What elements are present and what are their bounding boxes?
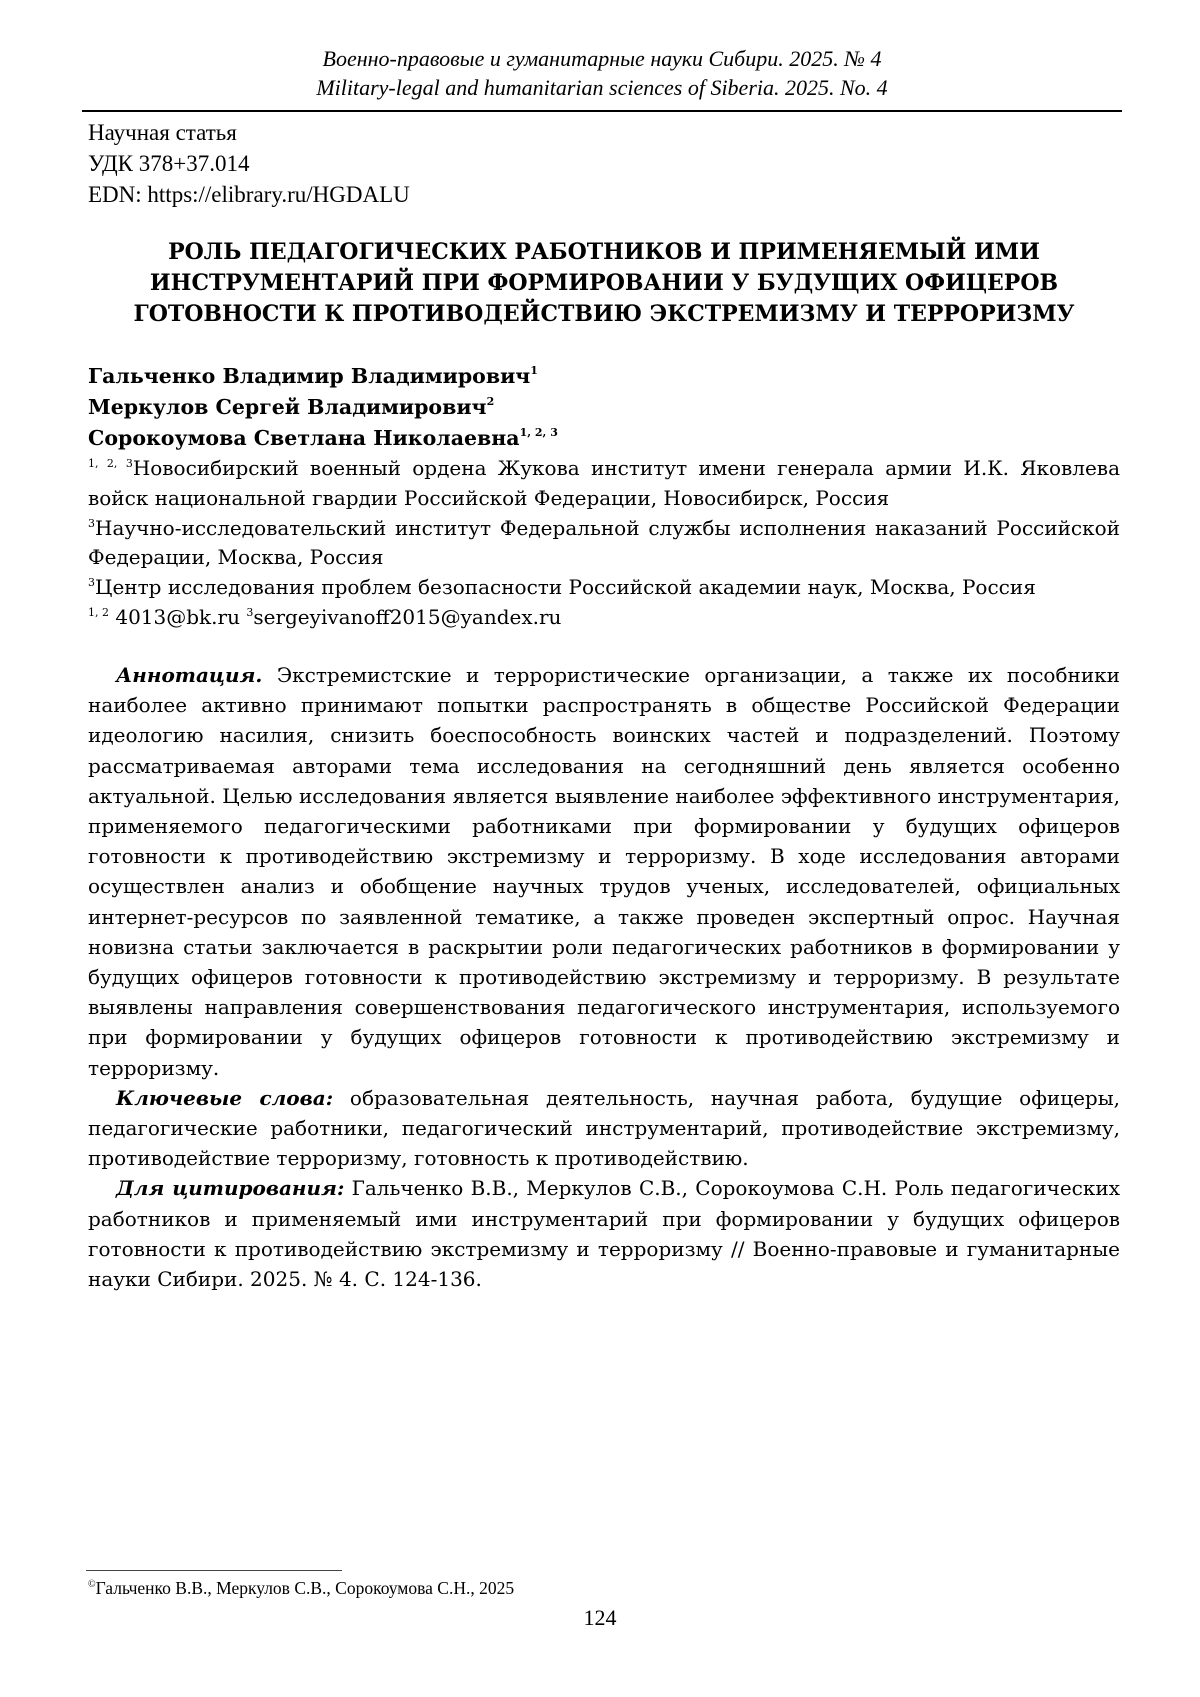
keywords-label: Ключевые слова: (116, 1085, 334, 1110)
header-rule (82, 110, 1122, 112)
affil-mark: 1, 2, 3 (88, 457, 133, 470)
author-emails (88, 603, 1120, 633)
edn-link[interactable]: EDN: https://elibrary.ru/HGDALU (88, 182, 410, 207)
page-number: 124 (583, 1605, 617, 1630)
author-name: Гальченко Владимир Владимирович (88, 364, 531, 388)
author-name: Сорокоумова Светлана Николаевна (88, 426, 520, 450)
email-link[interactable]: sergeyivanoff2015@yandex.ru (253, 604, 562, 629)
email-link[interactable]: 4013@bk.ru (109, 604, 247, 629)
email-mark: 3 (246, 605, 254, 619)
copyright-mark: © (88, 1579, 96, 1590)
author-list (88, 361, 558, 454)
author-line (88, 361, 558, 392)
affiliation (88, 454, 1120, 514)
keywords-text: образовательная деятельность, научная работа, будущие офицеры, педагогические работники, педагогический инструментарий, противодействие экстремизму, противодействие терроризму, готовность к противодействию. (88, 1085, 1120, 1171)
affil-text: Новосибирский военный ордена Жукова институт имени генерала армии И.К. Яковлева войск национальной гвардии Российской Федерации, Новосибирск, Россия (88, 456, 1120, 510)
author-affil-mark: 1, 2, 3 (519, 426, 558, 439)
udc-code: УДК 378+37.014 (88, 151, 250, 176)
copyright-text: Гальченко В.В., Меркулов С.В., Сорокоумова С.Н., 2025 (95, 1578, 515, 1598)
title-line: ГОТОВНОСТИ К ПРОТИВОДЕЙСТВИЮ ЭКСТРЕМИЗМУ И ТЕРРОРИЗМУ (133, 301, 1075, 327)
affil-mark: 3 (88, 576, 95, 590)
keywords-paragraph (88, 1083, 1120, 1174)
affiliation (88, 573, 1120, 603)
email-mark: 1, 2 (88, 605, 109, 619)
affil-text: Научно-исследовательский институт Федеральной службы исполнения наказаний Российской Федерации, Москва, Россия (88, 515, 1120, 570)
abstract-paragraph (88, 660, 1120, 1083)
author-line (88, 423, 558, 454)
abstract-text: Экстремистские и террористические организации, а также их пособники наиболее активно принимают попытки распространять в обществе Российской Федерации идеологию насилия, снизить боеспособность воинских частей и подразделений. Поэтому рассматриваемая авторами тема исследования на сегодняшний день является особенно актуальной. Целью исследования является выявление наиболее эффективного инструментария, применяемого педагогическими работниками при формировании у будущих офицеров готовности к противодействию экстремизму и терроризму. В ходе исследования авторами осуществлен анализ и обобщение научных трудов ученых, исследователей, официальных интернет-ресурсов по заявленной тематике, а также проведен экспертный опрос. Научная новизна статьи заключается в раскрытии роли педагогических работников в формировании у будущих офицеров готовности к противодействию экстремизму и терроризму. В результате выявлены направления совершенствования педагогического инструментария, используемого при формировании у будущих офицеров готовности к противодействию экстремизму и терроризму. (88, 663, 1120, 1080)
title-line: РОЛЬ ПЕДАГОГИЧЕСКИХ РАБОТНИКОВ И ПРИМЕНЯЕМЫЙ ИМИ (168, 239, 1040, 265)
journal-title-ru: Военно-правовые и гуманитарные науки Сибири. 2025. № 4 (322, 46, 882, 71)
citation-text: Гальченко В.В., Меркулов С.В., Сорокоумова С.Н. Роль педагогических работников и применяемый ими инструментарий при формировании у будущих офицеров готовности к противодействию экстремизму и терроризму // Военно-правовые и гуманитарные науки Сибири. 2025. № 4. С. 124-136. (88, 1176, 1120, 1292)
affiliations (88, 454, 1120, 633)
article-type: Научная статья (88, 120, 237, 145)
article-meta (88, 117, 410, 210)
author-line (88, 392, 558, 423)
footnote-rule (86, 1570, 342, 1571)
affil-text: Центр исследования проблем безопасности Российской академии наук, Москва, Россия (95, 575, 1036, 600)
citation-label: Для цитирования: (116, 1176, 345, 1201)
running-head (84, 44, 1120, 102)
affil-mark: 3 (88, 516, 95, 530)
journal-title-en: Military-legal and humanitarian sciences of Siberia. 2025. No. 4 (316, 75, 888, 100)
author-name: Меркулов Сергей Владимирович (88, 395, 487, 419)
title-line: ИНСТРУМЕНТАРИЙ ПРИ ФОРМИРОВАНИИ У БУДУЩИХ ОФИЦЕРОВ (149, 270, 1059, 296)
author-affil-mark: 1 (530, 364, 538, 377)
citation-paragraph (88, 1173, 1120, 1294)
affiliation (88, 514, 1120, 574)
abstract-block (88, 660, 1120, 1294)
article-title (88, 237, 1120, 330)
author-affil-mark: 2 (486, 395, 495, 408)
abstract-label: Аннотация. (116, 663, 263, 687)
copyright-footnote (88, 1577, 514, 1599)
